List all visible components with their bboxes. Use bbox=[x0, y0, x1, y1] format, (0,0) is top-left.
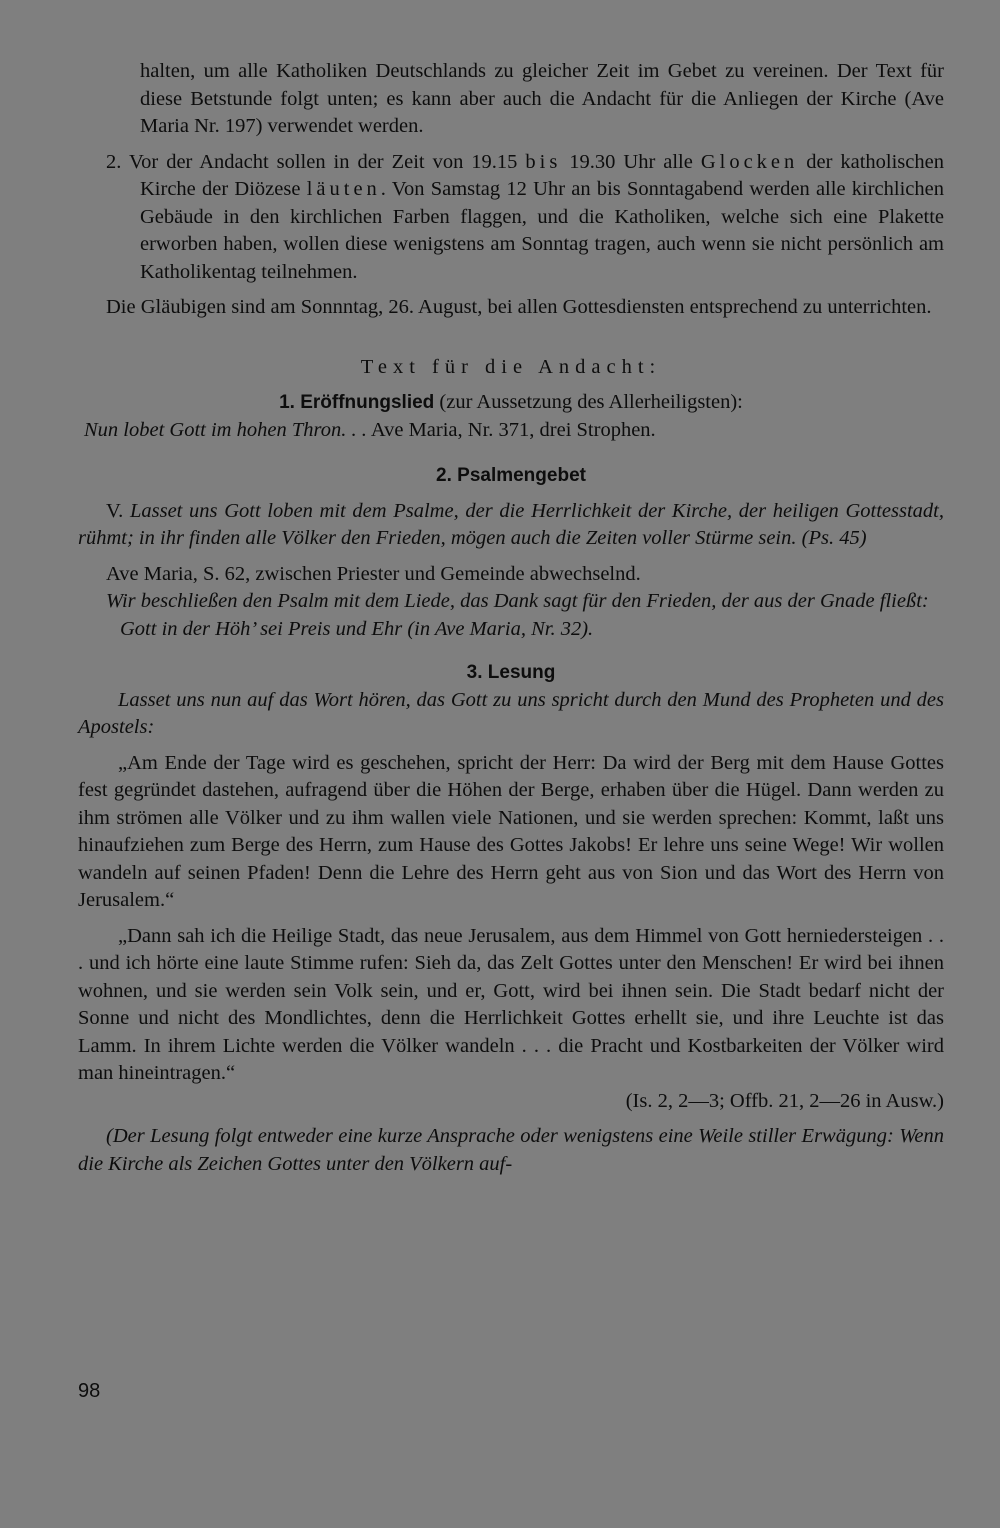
section-heading: Text für die Andacht: bbox=[360, 355, 662, 378]
section1-title-bold: 1. Eröffnungslied bbox=[279, 392, 435, 413]
section1-song bbox=[78, 417, 944, 445]
section3-after-reading: (Der Lesung folgt entweder eine kurze Ansprache oder wenigstens eine Weile stiller Erwägung: Wenn die Kirche als Zeichen Gottes unter den Völkern auf- bbox=[78, 1125, 944, 1175]
versicle-prefix: V. bbox=[106, 499, 130, 522]
item2-bis: bis bbox=[525, 150, 562, 173]
intro-item-2 bbox=[78, 149, 944, 287]
section3-title: 3. Lesung bbox=[466, 662, 556, 683]
section3-intro: Lasset uns nun auf das Wort hören, das Gott zu uns spricht durch den Mund des Propheten und des Apostels: bbox=[78, 688, 944, 738]
intro-paragraph-continuation: halten, um alle Katholiken Deutschlands zu gleicher Zeit im Gebet zu vereinen. Der Text für diese Betstunde folgt unten; es kann aber auch die Andacht für die Anliegen der Kirche (Ave Maria Nr. 197) verwendet werden. bbox=[140, 60, 944, 137]
section2-hymn: Gott in der Höh’ sei Preis und Ehr (in Ave Maria, Nr. 32). bbox=[120, 617, 594, 640]
item-number: 2. bbox=[106, 150, 122, 173]
page-body bbox=[78, 58, 944, 1178]
song-reference: Ave Maria, Nr. 371, drei Strophen. bbox=[366, 418, 656, 441]
section2-ave-maria: Ave Maria, S. 62, zwischen Priester und Gemeinde abwechselnd. bbox=[106, 562, 641, 585]
item2-text-d: . Von Samstag 12 Uhr an bis Sonntagabend werden alle kirchlichen Gebäude in den kirchlichen Farben flaggen, und die Katholiken, welche sich eine Plakette erworben haben, wollen diese wenigstens am Sonntag tragen, auch wenn sie nicht persönlich am Katholikentag teilnehmen. bbox=[140, 178, 944, 283]
section3-quote-2: „Dann sah ich die Heilige Stadt, das neue Jerusalem, aus dem Himmel von Gott herniedersteigen . . . und ich hörte eine laute Stimme rufen: Sieh da, das Zelt Gottes unter den Menschen! Er wird bei ihnen wohnen, und sie werden sein Volk sein, und er, Gott, wird bei ihnen sein. Die Stadt bedarf nicht der Sonne und nicht des Mondlichtes, denn die Herrlichkeit Gottes erhellt sie, und ihre Leuchte ist das Lamm. In ihrem Lichte werden die Völker wandeln . . . die Pracht und Kostbarkeiten der Völker wird man hineintragen.“ bbox=[78, 924, 944, 1084]
versicle-text: Lasset uns Gott loben mit dem Psalme, der die Herrlichkeit der Kirche, der heiligen Gottesstadt, rühmt; in ihr finden alle Völker den Frieden, mögen auch die Zeiten voller Stürme sein. (Ps. 45) bbox=[78, 499, 944, 549]
section3-quote-1: „Am Ende der Tage wird es geschehen, spricht der Herr: Da wird der Berg mit dem Hause Gottes fest gegründet dastehen, aufragend über die Höhen der Berge, erhaben über die Hügel. Dann werden zu ihm strömen alle Völker und zu ihm wallen viele Nationen, und sie werden sprechen: Kommt, laßt uns hinaufziehen zum Berge des Herrn, zum Hause des Gottes Jakobs! Er lehre uns seine Wege! Wir wollen wandeln auf seinen Pfaden! Denn die Lehre des Herrn geht aus von Sion und das Wort des Herrn von Jerusalem.“ bbox=[78, 751, 944, 911]
section3-reference: (Is. 2, 2—3; Offb. 21, 2—26 in Ausw.) bbox=[625, 1089, 944, 1112]
notice-paragraph: Die Gläubigen sind am Sonnntag, 26. August, bei allen Gottesdiensten entsprechend zu unterrichten. bbox=[106, 296, 932, 318]
item2-glocken: Glocken bbox=[700, 150, 799, 173]
section2-title: 2. Psalmengebet bbox=[436, 465, 586, 486]
section1-title bbox=[78, 389, 944, 417]
section2-closing: Wir beschließen den Psalm mit dem Liede, das Dank sagt für den Frieden, der aus der Gnade fließt: bbox=[106, 590, 929, 612]
song-title: Nun lobet Gott im hohen Thron. . . bbox=[84, 418, 367, 441]
page-number: 98 bbox=[78, 1380, 101, 1402]
item2-text-a: Vor der Andacht sollen in der Zeit von 19.15 bbox=[128, 150, 526, 173]
section2-versicle bbox=[78, 498, 944, 553]
section1-title-rest: (zur Aussetzung des Allerheiligsten): bbox=[434, 391, 743, 413]
item2-text-c: der katholischen Kirche der Diözese bbox=[140, 150, 944, 200]
item2-text-b: 19.30 Uhr alle bbox=[561, 150, 701, 173]
item2-laeuten: läuten bbox=[306, 178, 381, 200]
